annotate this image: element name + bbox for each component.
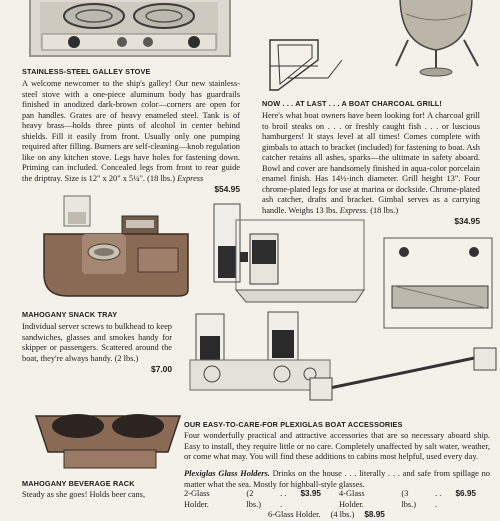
snack-tray-body: Individual server screws to bulkhead to keep sandwiches, glasses and smokes handy for skipper or passengers. Scattered around the boat, they're always handy. — [22, 322, 172, 363]
price-row-price: $3.95 — [300, 489, 321, 498]
beverage-rack-body: Steady as she goes! Holds beer cans, — [22, 490, 146, 499]
charcoal-grill-shipping: Express. — [339, 205, 369, 215]
snack-tray-image — [38, 190, 198, 300]
galley-stove-shipping: Express — [177, 173, 204, 183]
snack-tray-description — [22, 322, 172, 375]
charcoal-grill-price: $34.95 — [454, 216, 480, 226]
price-row-weight: (4 lbs.) — [330, 510, 355, 519]
charcoal-grill-weight: (18 lbs.) — [370, 205, 399, 215]
snack-tray-price: $7.00 — [151, 364, 172, 374]
price-row-price: $6.95 — [455, 489, 476, 498]
plexiglas-price-list — [184, 489, 494, 521]
plexiglas-rack-image — [382, 232, 494, 340]
plexiglas-holders-body: Drinks on the house . . . literally . . . and safe from spillage no matter what the sea. Mostly for highball-style glasses. — [184, 469, 490, 489]
charcoal-grill-heading: NOW . . . AT LAST . . . A BOAT CHARCOAL GRILL! — [262, 99, 442, 108]
price-row-weight: (2 lbs.) — [246, 489, 262, 509]
charcoal-grill-body: Here's what boat owners have been looking for! A charcoal grill to broil steaks on . . . or freshly caught fish . . . or luscious hamburgers! It stays level at all times! Comes complete with gimbals to attach to bracket (included) for fastening to boat. Ash catcher retains all ashes, sparks—the ultimate in safety aboard. Bowl and cover are handsomely finished in aqua-color porcelain enamel finish. Has 14½-inch diameter. Grill height 13". Four chrome-plated legs for use at marina or dockside. Chrome-plated ash catcher, drafts and bracket. Gimbal serves as a carrying handle. Weighs 13 lbs. — [262, 111, 480, 215]
price-row-weight: (3 lbs.) — [401, 489, 417, 509]
galley-stove-description — [22, 79, 240, 195]
galley-stove-weight: (18 lbs.) — [147, 173, 176, 183]
beverage-rack-heading: MAHOGANY BEVERAGE RACK — [22, 479, 135, 488]
price-row-label: 6-Glass Holder. — [268, 510, 321, 519]
galley-stove-body: A welcome newcomer to the ship's galley! Our new stainless-steel stove with a one-piece aluminum body has guardrails finished in anodized dark-brown color—corners are open for pan handles. Grates are of heavy enameled steel. Tank is of heavy brass—holds three pints of alcohol in center behind shields. Fill it easily from front. Usually only one pumping required after filling. Burners are self-cleaning—knob regulation like on any kitchen stove. Legs have holes for fastening down. Priming can included. Concealed legs from front to rear guide the driptray. Size is 12" x 20" x 5¼". — [22, 79, 240, 183]
plexiglas-holders-lead: Plexiglas Glass Holders. — [184, 469, 270, 478]
galley-stove-heading: STAINLESS-STEEL GALLEY STOVE — [22, 67, 151, 76]
price-row-dots: . . . — [435, 489, 442, 509]
plexiglas-holders-description — [184, 469, 490, 490]
beverage-rack-image — [30, 392, 190, 476]
price-row-label: 4-Glass Holder. — [339, 489, 365, 509]
charcoal-grill-image — [258, 0, 494, 96]
towel-bar-image — [308, 346, 498, 402]
price-row — [184, 510, 494, 521]
charcoal-grill-description — [262, 111, 480, 227]
galley-stove-price: $54.95 — [214, 184, 240, 194]
price-row-label: 2-Glass Holder. — [184, 489, 210, 509]
snack-tray-weight: (2 lbs.) — [114, 353, 139, 363]
plexiglas-intro: Four wonderfully practical and attractive accessories that are so necessary aboard ship. Easy to install, they require little or no care. Completely unaffected by salt water, weather, or come what may. You will find these additions to cabins most helpful, used every day. — [184, 431, 490, 461]
snack-tray-heading: MAHOGANY SNACK TRAY — [22, 310, 118, 319]
galley-stove-image — [22, 0, 232, 64]
plexiglas-heading: OUR EASY-TO-CARE-FOR PLEXIGLAS BOAT ACCESSORIES — [184, 420, 403, 429]
price-row-dots: . . . — [280, 489, 287, 509]
price-row-price: $8.95 — [364, 510, 385, 519]
